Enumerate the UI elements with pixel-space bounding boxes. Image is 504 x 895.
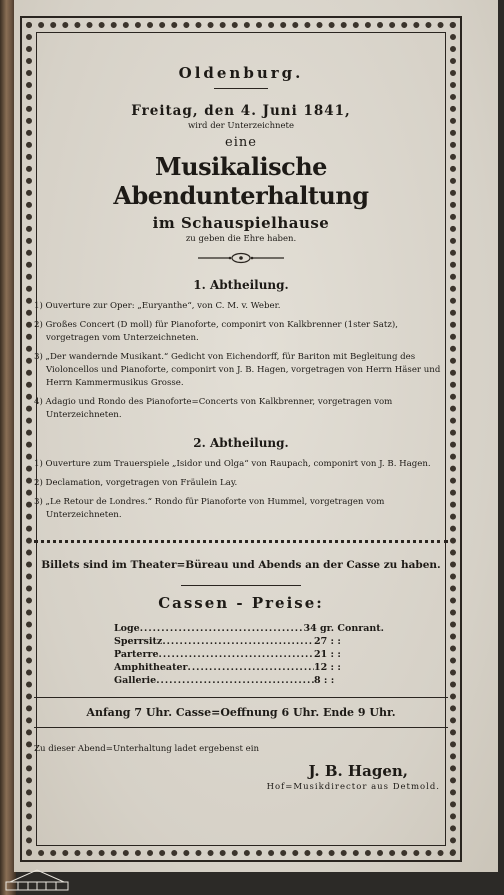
- library-logo-icon: [4, 868, 70, 892]
- price-name: Gallerie: [114, 675, 157, 686]
- price-name: Amphitheater: [114, 662, 188, 673]
- price-value: 21 : :: [314, 649, 341, 660]
- dot-leader: [162, 635, 314, 648]
- price-row: [114, 661, 384, 674]
- dot-leader: [140, 622, 304, 635]
- list-item: 3) „Der wandernde Musikant.“ Gedicht von Eichendorff, für Bariton mit Begleitung des Violoncellos und Pianoforte, componirt von J. B. Hagen, vorgetragen von Herrn Häser und Herrn Kammermusikus Grosse.: [34, 352, 441, 388]
- price-value: 34 gr. Conrant.: [303, 623, 384, 634]
- section2-list: [34, 458, 448, 522]
- price-name: Sperrsitz: [114, 636, 163, 647]
- prices-title: Cassen - Preise:: [158, 594, 324, 612]
- times-text: Anfang 7 Uhr. Casse=Oeffnung 6 Uhr. Ende 9 Uhr.: [86, 706, 396, 719]
- section1-heading: 1. Abtheilung.: [193, 278, 289, 292]
- price-row: [114, 622, 384, 635]
- price-row: [114, 635, 384, 648]
- section2-heading: 2. Abtheilung.: [193, 436, 289, 450]
- intro-end-text: zu geben die Ehre haben.: [185, 234, 297, 244]
- list-item: 1) Ouverture zur Oper: „Euryanthe“, von C. M. v. Weber.: [34, 301, 281, 311]
- event-title: Musikalische Abendunterhaltung: [113, 152, 369, 210]
- dot-leader: [159, 648, 314, 661]
- dot-leader: [188, 661, 314, 674]
- list-item: 1) Ouverture zum Trauerspiele „Isidor und Olga“ von Raupach, componirt von J. B. Hagen.: [34, 459, 431, 469]
- signer-title: Hof=Musikdirector aus Detmold.: [266, 782, 440, 792]
- dot-leader: [156, 674, 314, 687]
- billets-text: Billets sind im Theater=Büreau und Abends an der Casse zu haben.: [41, 559, 441, 571]
- list-item: 2) Großes Concert (D moll) für Pianoforte, componirt von Kalkbrenner (1ster Satz), vorgetragen vom Unterzeichneten.: [34, 320, 398, 343]
- list-item: 4) Adagio und Rondo des Pianoforte=Concerts von Kalkbrenner, vorgetragen vom Unterzeichneten.: [34, 397, 393, 420]
- price-value: 27 : :: [314, 636, 341, 647]
- divider: [34, 697, 448, 698]
- eine-text: eine: [225, 135, 257, 150]
- poster-content: [34, 50, 448, 850]
- section1-list: [34, 300, 448, 422]
- venue-text: im Schauspielhause: [152, 214, 330, 232]
- signer-name: J. B. Hagen,: [308, 762, 408, 780]
- divider: [181, 585, 301, 586]
- price-name: Loge: [114, 623, 140, 634]
- invitation-text: Zu dieser Abend=Unterhaltung ladet ergebenst ein: [34, 744, 260, 754]
- divider: [214, 88, 268, 89]
- date-line: Freitag, den 4. Juni 1841,: [131, 103, 351, 119]
- list-item: 3) „Le Retour de Londres.“ Rondo für Pianoforte von Hummel, vorgetragen vom Unterzeichneten.: [34, 497, 385, 520]
- intro-text: wird der Unterzeichnete: [188, 121, 294, 131]
- list-item: 2) Declamation, vorgetragen von Fräulein Lay.: [34, 478, 238, 488]
- price-value: 12 : :: [314, 662, 341, 673]
- price-table: [114, 622, 384, 687]
- price-row: [114, 674, 384, 687]
- price-name: Parterre: [114, 649, 159, 660]
- flourish-icon: [196, 252, 286, 264]
- city-heading: Oldenburg.: [178, 64, 304, 82]
- divider: [34, 727, 448, 728]
- dotted-separator: [34, 540, 448, 547]
- price-row: [114, 648, 384, 661]
- price-value: 8 : :: [314, 675, 335, 686]
